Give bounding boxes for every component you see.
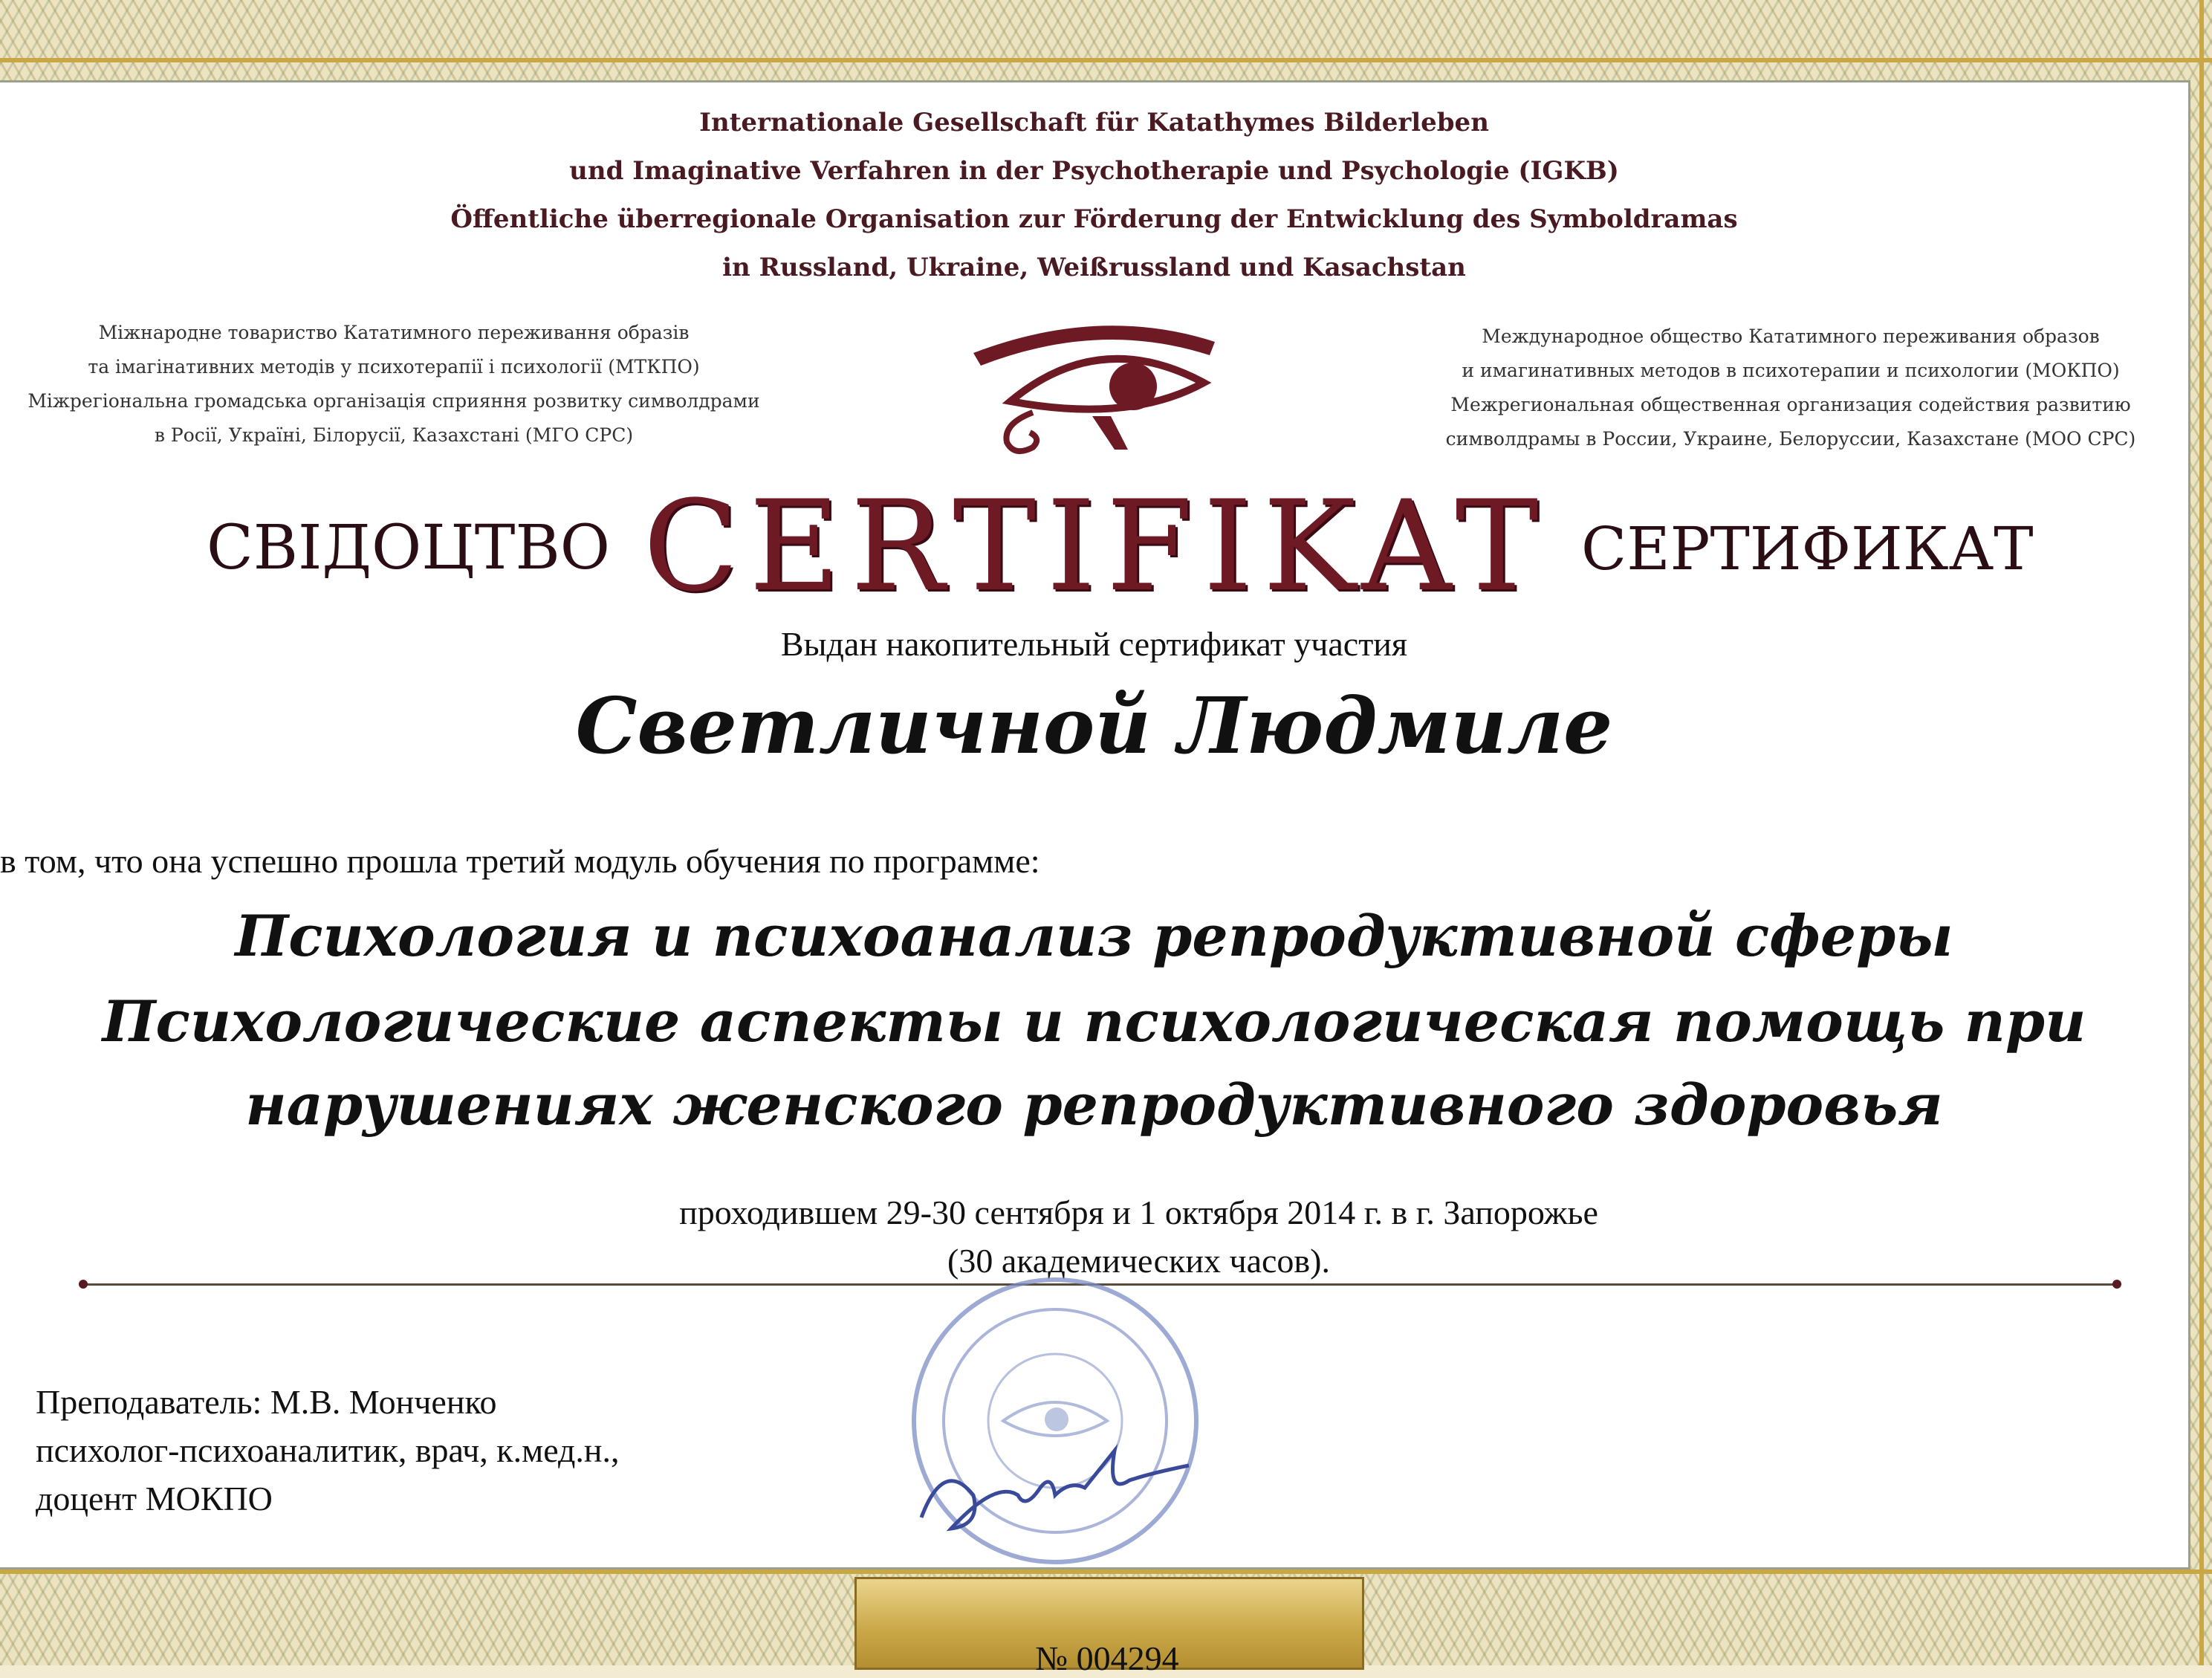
org-ua-line-3: Міжрегіональна громадська організація сприяння розвитку символдрами xyxy=(27,390,760,412)
signature-icon xyxy=(921,1451,1189,1529)
teacher-line-3: доцент МОКПО xyxy=(36,1480,273,1517)
program-line-2: Психологические аспекты и психологическая помощь при xyxy=(102,988,2086,1055)
org-ru-block xyxy=(1397,320,2185,456)
program-line-3: нарушениях женского репродуктивного здоровья xyxy=(245,1072,1943,1138)
org-ua-line-1: Міжнародне товариство Кататимного переживання образів xyxy=(98,322,690,343)
org-ru-line-3: Межрегиональная общественная организация содействия развитию xyxy=(1450,394,2131,415)
certificate-title: CERTIFIKAT xyxy=(643,473,1549,619)
org-ua-block xyxy=(0,316,788,453)
teacher-line-1: Преподаватель: М.В. Монченко xyxy=(36,1383,497,1421)
title-left-word: СВІДОЦТВО xyxy=(207,513,610,583)
intro-text: в том, что она успешно прошла третий модуль обучения по программе: xyxy=(0,842,1040,880)
divider-dot-left xyxy=(79,1280,88,1289)
event-dates: проходившем 29-30 сентября и 1 октября 2014 г. в г. Запорожье xyxy=(679,1193,1598,1231)
org-ua-line-2: та імагінативних методів у психотерапії і психології (МТКПО) xyxy=(88,356,700,378)
org-ua-line-4: в Росії, Україні, Білорусії, Казахстані (МГО СРС) xyxy=(154,424,634,446)
recipient-name: Светличной Людмиле xyxy=(575,680,1613,771)
program-line-1: Психология и психоанализ репродуктивной сферы xyxy=(235,903,1953,969)
org-ru-line-4: символдрамы в России, Украине, Белоруссии, Казахстане (МОО СРС) xyxy=(1445,428,2136,450)
divider-dot-right xyxy=(2112,1280,2121,1289)
org-de-line-3: Öffentliche überregionale Organisation zur Förderung der Entwicklung des Symboldramas xyxy=(450,204,1738,234)
teacher-line-2: психолог-психоаналитик, врач, к.мед.н., xyxy=(36,1431,620,1469)
org-ru-line-2: и имагинативных методов в психотерапии и психологии (МОКПО) xyxy=(1462,360,2120,381)
org-ru-line-1: Международное общество Кататимного переживания образов xyxy=(1482,325,2100,347)
border-gold-line-top xyxy=(0,58,2212,62)
issued-text: Выдан накопительный сертификат участия xyxy=(780,625,1408,663)
round-stamp-icon xyxy=(892,1272,1219,1599)
org-de-line-1: Internationale Gesellschaft für Katathymes Bilderleben xyxy=(699,108,1489,137)
title-right-word: СЕРТИФИКАТ xyxy=(1581,514,2034,583)
org-de-line-4: in Russland, Ukraine, Weißrussland und Kasachstan xyxy=(722,253,1466,282)
event-hours: (30 академических часов). xyxy=(947,1242,1330,1280)
eye-of-horus-logo-icon xyxy=(959,312,1241,461)
border-gold-line-right xyxy=(2199,0,2204,1665)
org-de-line-2: und Imaginative Verfahren in der Psychotherapie und Psychologie (IGKB) xyxy=(569,156,1619,186)
certificate-number: № 004294 xyxy=(1035,1639,1179,1677)
